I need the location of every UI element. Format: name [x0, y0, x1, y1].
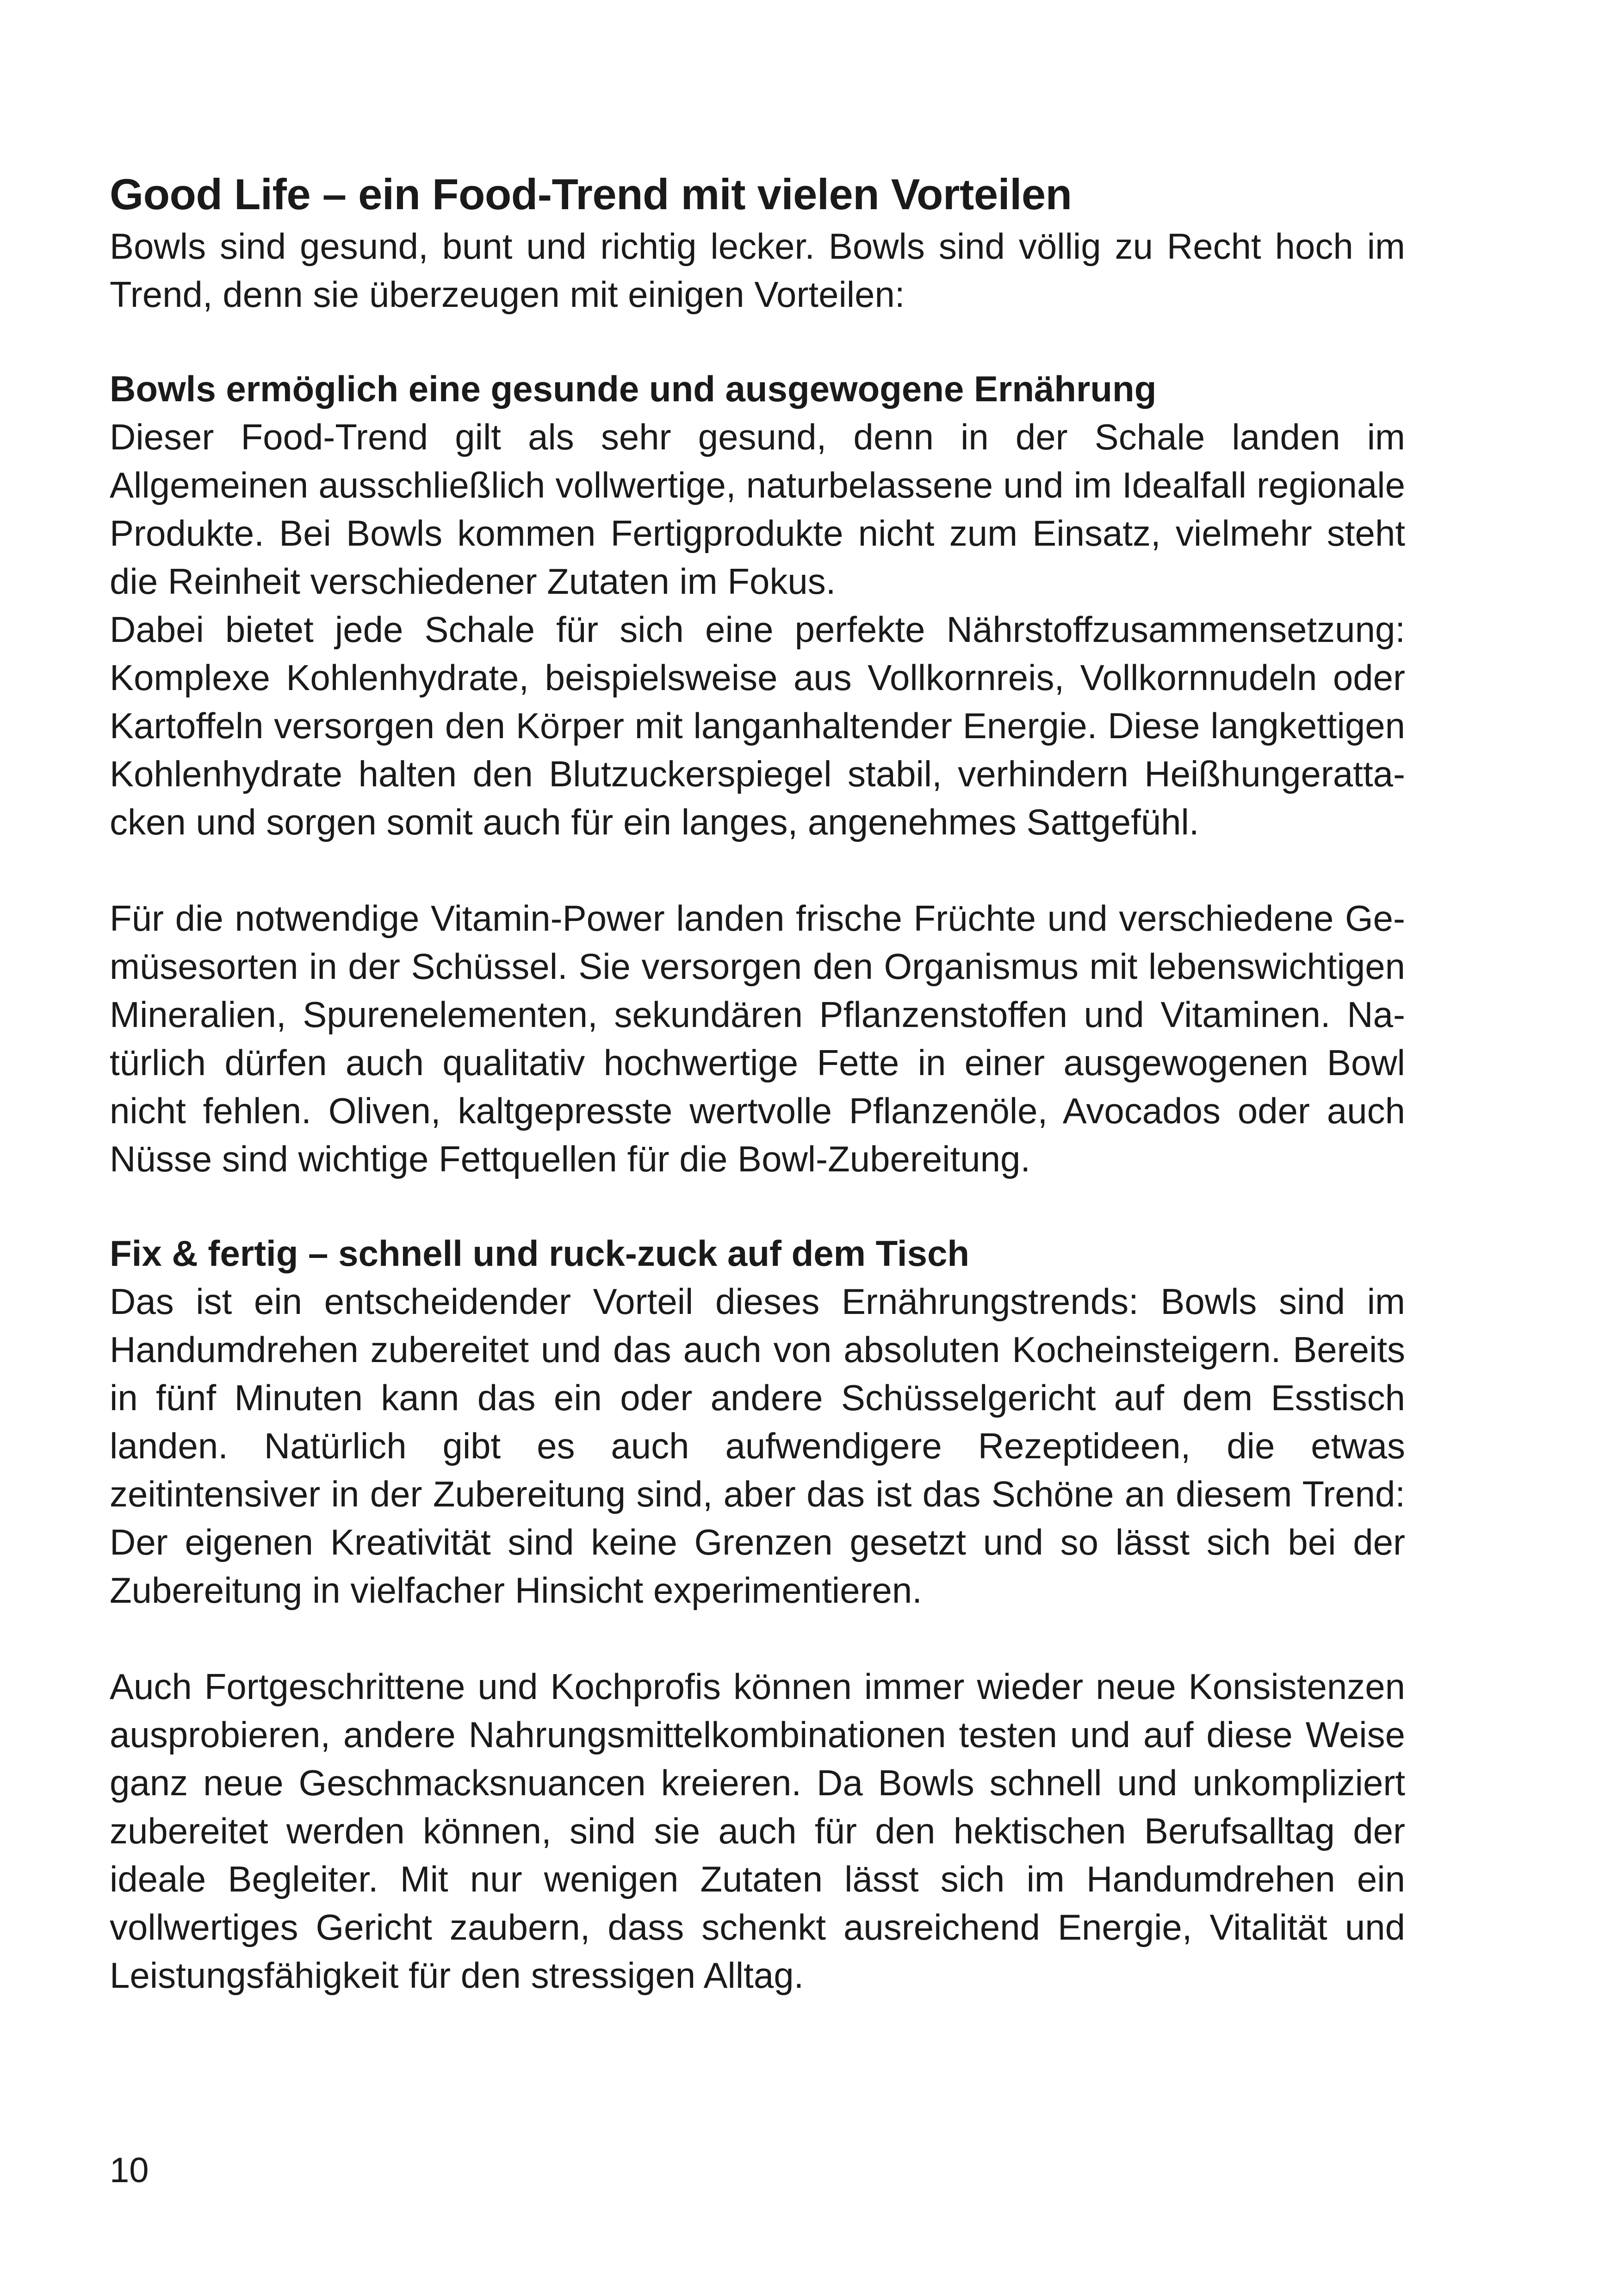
body-paragraph: Das ist ein entscheidender Vorteil dieses Ernährungstrends: Bowls sind im Handumdrehen zubereitet und das auch von absoluten Kocheinsteigern. Bereits in fünf Minuten kann das ein oder andere Schüsselgericht auf dem Esstisch landen. Natürlich gibt es auch aufwendigere Rezeptideen, die etwas zeitintensiver in der Zubereitung sind, aber das ist das Schöne an diesem Trend: Der eigenen Kreativität sind keine Grenzen gesetzt und so lässt sich bei der Zubereitung in vielfacher Hinsicht experimentieren. — [110, 1281, 1405, 1611]
page-content — [110, 167, 1405, 1999]
body-paragraph: Für die notwendige Vitamin-Power landen frische Früchte und verschiedene Gemüsesorten in der Schüssel. Sie versorgen den Organismus mit lebenswichtigen Mineralien, Spurenelementen, sekundären Pflanzenstoffen und Vitaminen. Natürlich dürfen auch qualitativ hochwertige Fette in einer ausgewogenen Bowl nicht fehlen. Oliven, kaltgepresste wertvolle Pflanzenöle, Avocados oder auch Nüsse sind wichtige Fettquellen für die Bowl-Zubereitung. — [110, 898, 1405, 1179]
spacer — [110, 846, 1405, 894]
section-heading-nutrition: Bowls ermöglich eine gesunde und ausgewogene Ernährung — [110, 368, 1157, 409]
page-number: 10 — [110, 2151, 149, 2190]
page-title: Good Life – ein Food-Trend mit vielen Vorteilen — [110, 170, 1072, 218]
spacer — [110, 1614, 1405, 1662]
body-paragraph: Auch Fortgeschrittene und Kochprofis können immer wieder neue Konsistenzen ausprobieren, andere Nahrungsmittelkombinationen testen und auf diese Weise ganz neue Geschmacksnuancen kreieren. Da Bowls schnell und unkompliziert zubereitet werden können, sind sie auch für den hektischen Berufsalltag der ideale Begleiter. Mit nur wenigen Zutaten lässt sich im Handumdrehen ein vollwertiges Gericht zaubern, dass schenkt ausreichend Energie, Vitalität und Leistungsfähigkeit für den stressigen Alltag. — [110, 1666, 1405, 1996]
body-paragraph: Dieser Food-Trend gilt als sehr gesund, denn in der Schale landen im Allgemeinen ausschließlich vollwertige, naturbelassene und im Idealfall regionale Produkte. Bei Bowls kommen Fertigprodukte nicht zum Einsatz, vielmehr steht die Reinheit verschiedener Zutaten im Fokus. — [110, 417, 1405, 602]
body-paragraph: Dabei bietet jede Schale für sich eine perfekte Nährstoffzusammensetzung: Komplexe Kohlenhydrate, beispielsweise aus Vollkornreis, Vollkornnudeln oder Kartoffeln versorgen den Körper mit langanhaltender Energie. Diese langkettigen Kohlenhydrate halten den Blutzuckerspiegel stabil, verhindern Heißhungerattacken und sorgen somit auch für ein langes, angenehmes Sattgefühl. — [110, 609, 1405, 842]
intro-paragraph: Bowls sind gesund, bunt und richtig lecker. Bowls sind völlig zu Recht hoch im Trend, denn sie überzeugen mit einigen Vorteilen: — [110, 226, 1405, 315]
spacer — [110, 318, 1405, 365]
spacer — [110, 1183, 1405, 1229]
section-heading-quick: Fix & fertig – schnell und ruck-zuck auf dem Tisch — [110, 1233, 969, 1274]
